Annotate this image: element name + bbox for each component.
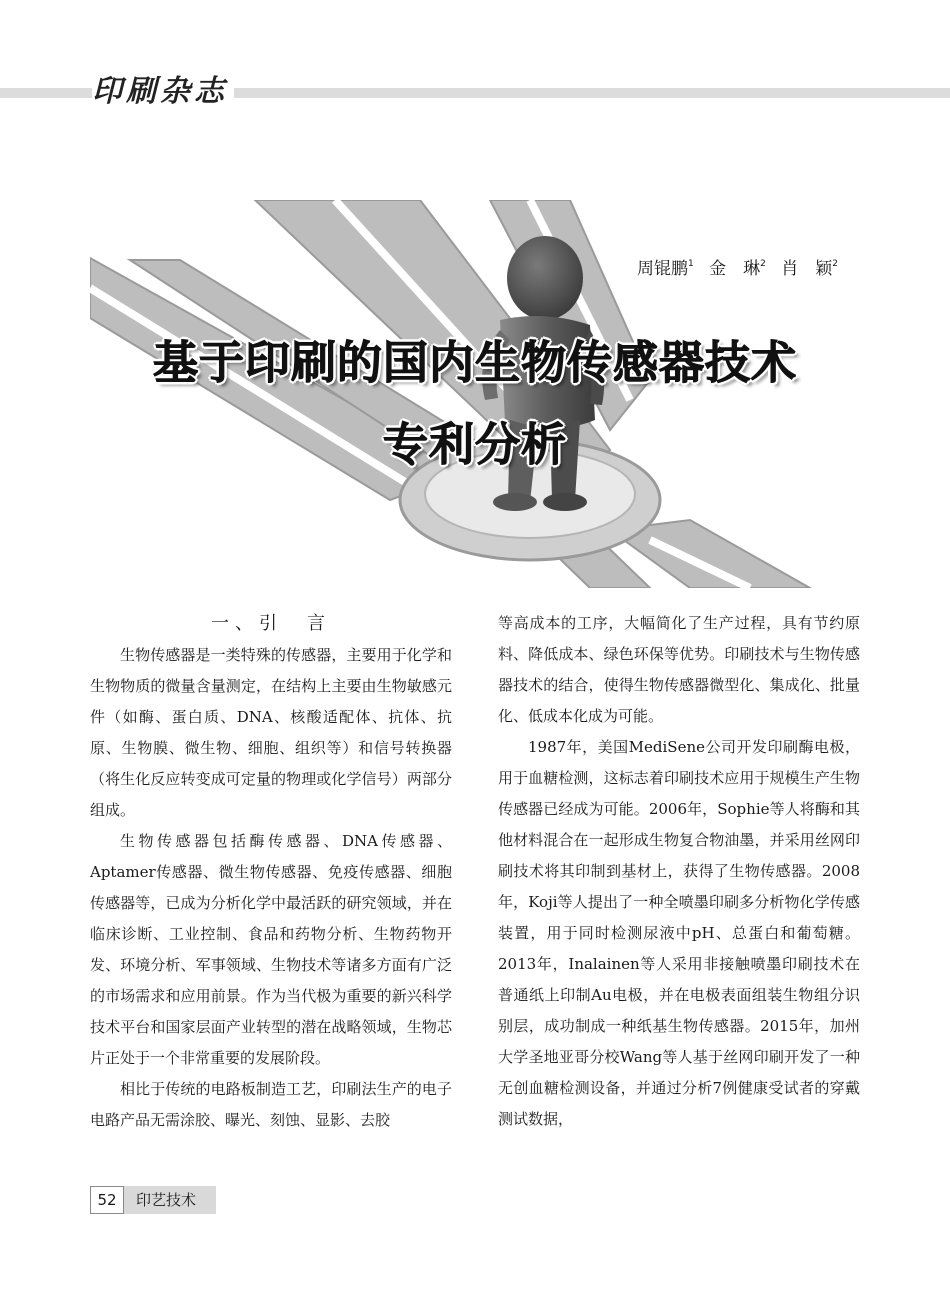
paragraph: 生物传感器是一类特殊的传感器，主要用于化学和生物物质的微量含量测定，在结构上主要由生物敏感元件（如酶、蛋白质、DNA、核酸适配体、抗体、抗原、生物膜、微生物、细胞、组织等）和信号转换器（将生化反应转变成可定量的物理或化学信号）两部分组成。 <box>90 646 452 819</box>
right-column <box>498 608 860 1135</box>
paragraph: 生物传感器包括酶传感器、DNA传感器、Aptamer传感器、微生物传感器、免疫传感器、细胞传感器等，已成为分析化学中最活跃的研究领域，并在临床诊断、工业控制、食品和药物分析、生物药物开发、环境分析、军事领域、生物技术等诸多方面有广泛的市场需求和应用前景。作为当代极为重要的新兴科学技术平台和国家层面产业转型的潜在战略领域，生物芯片正处于一个非常重要的发展阶段。 <box>90 832 452 1067</box>
paragraph-continued: 等高成本的工序，大幅简化了生产过程，具有节约原料、降低成本、绿色环保等优势。印刷技术与生物传感器技术的结合，使得生物传感器微型化、集成化、批量化、低成本化成为可能。 <box>498 614 860 725</box>
left-column <box>90 608 452 1136</box>
author-1: 周锟鹏$^1$ <box>637 259 694 279</box>
section-heading: 一、引 言 <box>211 613 331 634</box>
author-2: 金 琳$^2$ <box>709 259 766 279</box>
page-footer <box>90 1186 216 1214</box>
paragraph: 相比于传统的电路板制造工艺，印刷法生产的电子电路产品无需涂胶、曝光、刻蚀、显影、去胶 <box>90 1080 452 1129</box>
author-line <box>637 254 838 279</box>
column-section-label: 印艺技术 <box>124 1186 216 1214</box>
journal-masthead: 印刷杂志 <box>92 72 234 112</box>
article-title-line-2: 专利分析 <box>382 418 567 471</box>
paragraph: 1987年，美国MediSene公司开发印刷酶电极，用于血糖检测，这标志着印刷技术应用于规模生产生物传感器已经成为可能。2006年，Sophie等人将酶和其他材料混合在一起形成生物复合物油墨，并采用丝网印刷技术将其印制到基材上，获得了生物传感器。2008年，Koji等人提出了一种全喷墨印刷多分析物化学传感装置，用于同时检测尿液中pH、总蛋白和葡萄糖。2013年，Inalainen等人采用非接触喷墨印刷技术在普通纸上印制Au电极，并在电极表面组装生物组分识别层，成功制成一种纸基生物传感器。2015年，加州大学圣地亚哥分校Wang等人基于丝网印刷开发了一种无创血糖检测设备，并通过分析7例健康受试者的穿戴测试数据， <box>498 738 860 1128</box>
page-number: 52 <box>90 1186 124 1214</box>
article-title-line-1: 基于印刷的国内生物传感器技术 <box>152 336 797 389</box>
author-3: 肖 颖$^2$ <box>781 259 839 279</box>
